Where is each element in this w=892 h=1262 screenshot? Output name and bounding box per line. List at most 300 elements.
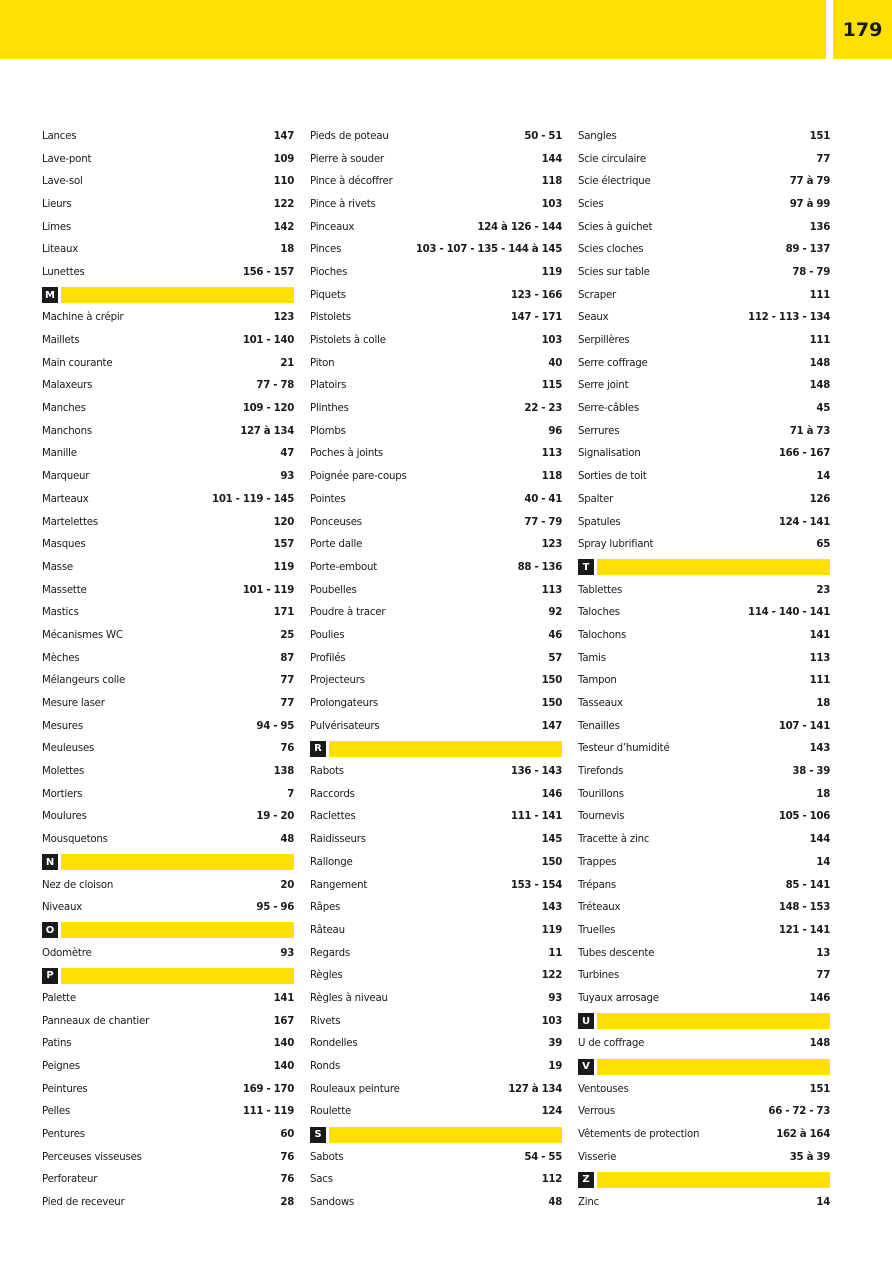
entry-pages: 13	[816, 947, 830, 959]
entry-name: Massette	[42, 584, 87, 596]
entry-name: Pistolets	[310, 312, 351, 324]
letter-badge: S	[310, 1127, 326, 1143]
index-entry	[310, 216, 562, 239]
index-entry	[310, 556, 562, 579]
entry-name: Lave-sol	[42, 176, 83, 188]
entry-pages: 85 - 141	[785, 879, 830, 891]
entry-pages: 114 - 140 - 141	[748, 607, 830, 619]
index-entry	[42, 533, 294, 556]
index-entry	[42, 511, 294, 534]
entry-name: Main courante	[42, 357, 113, 369]
entry-name: Liteaux	[42, 244, 79, 256]
index-entry	[310, 647, 562, 670]
entry-name: Pieds de poteau	[310, 130, 389, 142]
entry-name: Zinc	[578, 1197, 600, 1209]
index-entry	[42, 601, 294, 624]
entry-name: Serre-câbles	[578, 403, 639, 415]
entry-name: Peignes	[42, 1061, 80, 1073]
entry-pages: 150	[541, 856, 562, 868]
entry-name: Scraper	[578, 289, 617, 301]
letter-badge: V	[578, 1059, 594, 1075]
entry-name: Prolongateurs	[310, 698, 379, 710]
entry-name: Moulures	[42, 811, 87, 823]
index-entry	[578, 715, 830, 738]
entry-pages: 145	[541, 834, 562, 846]
entry-name: Trépans	[578, 879, 617, 891]
entry-name: Malaxeurs	[42, 380, 93, 392]
index-entry	[42, 261, 294, 284]
index-entry	[578, 1078, 830, 1101]
letter-bar	[329, 741, 562, 757]
index-entry	[578, 329, 830, 352]
index-entry	[578, 851, 830, 874]
entry-pages: 112 - 113 - 134	[748, 312, 830, 324]
index-entry	[310, 874, 562, 897]
entry-pages: 142	[273, 221, 294, 233]
entry-name: Panneaux de chantier	[42, 1015, 150, 1027]
entry-pages: 28	[280, 1197, 294, 1209]
entry-pages: 19 - 20	[256, 811, 294, 823]
entry-name: Rondelles	[310, 1038, 358, 1050]
index-entry	[310, 670, 562, 693]
entry-name: Poubelles	[310, 584, 357, 596]
entry-name: Mesure laser	[42, 698, 105, 710]
page-number: 179	[833, 0, 892, 59]
entry-name: Perceuses visseuses	[42, 1151, 142, 1163]
index-entry	[578, 919, 830, 942]
index-entry	[578, 307, 830, 330]
entry-name: Mortiers	[42, 788, 83, 800]
entry-name: Scies	[578, 198, 604, 210]
entry-pages: 122	[541, 970, 562, 982]
entry-name: Serre coffrage	[578, 357, 648, 369]
entry-pages: 147	[541, 720, 562, 732]
entry-pages: 11	[548, 947, 562, 959]
entry-pages: 76	[280, 1174, 294, 1186]
entry-pages: 127 à 134	[508, 1083, 562, 1095]
entry-pages: 171	[273, 607, 294, 619]
index-entry	[578, 670, 830, 693]
index-entry	[42, 987, 294, 1010]
entry-pages: 78 - 79	[792, 266, 830, 278]
index-entry	[310, 715, 562, 738]
index-entry	[42, 1101, 294, 1124]
index-entry	[310, 896, 562, 919]
entry-name: Poches à joints	[310, 448, 384, 460]
entry-name: Projecteurs	[310, 675, 365, 687]
index-entry	[42, 579, 294, 602]
entry-name: Patins	[42, 1038, 72, 1050]
letter-header-s	[310, 1123, 562, 1146]
index-entry	[42, 624, 294, 647]
entry-pages: 97 à 99	[789, 198, 830, 210]
entry-pages: 40	[548, 357, 562, 369]
entry-pages: 66 - 72 - 73	[768, 1106, 830, 1118]
index-entry	[578, 465, 830, 488]
entry-name: Poudre à tracer	[310, 607, 386, 619]
entry-name: Ventouses	[578, 1083, 629, 1095]
entry-name: Scies à guichet	[578, 221, 653, 233]
index-entry	[310, 533, 562, 556]
index-entry	[42, 1146, 294, 1169]
entry-pages: 153 - 154	[510, 879, 562, 891]
entry-name: Porte dalle	[310, 539, 363, 551]
index-entry	[42, 329, 294, 352]
index-entry	[42, 125, 294, 148]
entry-pages: 150	[541, 675, 562, 687]
entry-name: Niveaux	[42, 902, 83, 914]
entry-pages: 19	[548, 1061, 562, 1073]
entry-name: Marqueur	[42, 471, 90, 483]
entry-name: Pentures	[42, 1129, 85, 1141]
entry-name: Meuleuses	[42, 743, 95, 755]
entry-pages: 118	[541, 471, 562, 483]
entry-name: Masse	[42, 561, 73, 573]
index-entry	[42, 896, 294, 919]
entry-name: Rabots	[310, 766, 344, 778]
entry-name: Manille	[42, 448, 77, 460]
entry-name: Rangement	[310, 879, 368, 891]
entry-pages: 96	[548, 425, 562, 437]
entry-pages: 120	[273, 516, 294, 528]
entry-name: Scie électrique	[578, 176, 651, 188]
index-entry	[310, 1010, 562, 1033]
entry-pages: 103	[541, 1015, 562, 1027]
entry-name: Tréteaux	[578, 902, 621, 914]
entry-pages: 77	[280, 675, 294, 687]
entry-pages: 167	[273, 1015, 294, 1027]
entry-name: Truelles	[578, 924, 616, 936]
entry-name: Pointes	[310, 493, 346, 505]
index-entry	[578, 216, 830, 239]
letter-header-z	[578, 1169, 830, 1192]
entry-pages: 119	[273, 561, 294, 573]
entry-name: Verrous	[578, 1106, 616, 1118]
index-entry	[310, 579, 562, 602]
index-entry	[42, 715, 294, 738]
entry-pages: 126	[809, 493, 830, 505]
index-entry	[578, 148, 830, 171]
entry-name: Seaux	[578, 312, 609, 324]
entry-name: Lunettes	[42, 266, 85, 278]
entry-name: Ponceuses	[310, 516, 362, 528]
entry-name: Maillets	[42, 335, 80, 347]
entry-pages: 95 - 96	[256, 902, 294, 914]
index-entry	[578, 352, 830, 375]
entry-name: Manchons	[42, 425, 92, 437]
entry-pages: 22 - 23	[524, 403, 562, 415]
index-entry	[42, 1169, 294, 1192]
entry-pages: 101 - 140	[242, 335, 294, 347]
index-entry	[310, 488, 562, 511]
entry-name: Limes	[42, 221, 72, 233]
entry-pages: 169 - 170	[242, 1083, 294, 1095]
entry-pages: 38 - 39	[792, 766, 830, 778]
entry-pages: 138	[273, 766, 294, 778]
entry-name: Vêtements de protection	[578, 1129, 700, 1141]
index-entry	[42, 670, 294, 693]
letter-header-o	[42, 919, 294, 942]
entry-pages: 144	[541, 153, 562, 165]
entry-pages: 148	[809, 357, 830, 369]
entry-name: Sacs	[310, 1174, 333, 1186]
entry-name: Plombs	[310, 425, 346, 437]
index-entry	[42, 307, 294, 330]
index-entry	[42, 806, 294, 829]
index-entry	[42, 692, 294, 715]
index-entry	[42, 465, 294, 488]
letter-badge: Z	[578, 1172, 594, 1188]
entry-name: Pinceaux	[310, 221, 355, 233]
entry-pages: 148	[809, 380, 830, 392]
entry-name: Tracette à zinc	[578, 834, 650, 846]
index-entry	[42, 420, 294, 443]
entry-pages: 45	[816, 403, 830, 415]
entry-pages: 112	[541, 1174, 562, 1186]
entry-name: Masques	[42, 539, 86, 551]
entry-pages: 47	[280, 448, 294, 460]
entry-name: Serre joint	[578, 380, 629, 392]
entry-pages: 111 - 119	[242, 1106, 294, 1118]
entry-pages: 77	[280, 698, 294, 710]
index-entry	[42, 556, 294, 579]
entry-name: Pierre à souder	[310, 153, 384, 165]
entry-pages: 144	[809, 834, 830, 846]
index-entry	[578, 828, 830, 851]
entry-pages: 18	[280, 244, 294, 256]
entry-pages: 93	[280, 471, 294, 483]
entry-name: Tournevis	[578, 811, 625, 823]
entry-pages: 103	[541, 335, 562, 347]
index-entry	[578, 170, 830, 193]
entry-pages: 147	[273, 130, 294, 142]
entry-pages: 60	[280, 1129, 294, 1141]
entry-name: Poulies	[310, 629, 345, 641]
entry-pages: 48	[280, 834, 294, 846]
entry-pages: 25	[280, 629, 294, 641]
index-entry	[310, 828, 562, 851]
index-entry	[42, 1033, 294, 1056]
entry-name: Roulette	[310, 1106, 352, 1118]
entry-name: Scies cloches	[578, 244, 644, 256]
index-entry	[310, 443, 562, 466]
index-entry	[578, 1123, 830, 1146]
entry-name: Peintures	[42, 1083, 88, 1095]
entry-name: Molettes	[42, 766, 85, 778]
entry-pages: 136 - 143	[510, 766, 562, 778]
letter-badge: U	[578, 1013, 594, 1029]
index-entry	[578, 601, 830, 624]
index-entry	[42, 352, 294, 375]
index-entry	[578, 942, 830, 965]
index-entry	[42, 828, 294, 851]
index-entry	[578, 193, 830, 216]
entry-pages: 143	[541, 902, 562, 914]
index-entry	[578, 284, 830, 307]
entry-pages: 103	[541, 198, 562, 210]
index-entry	[578, 987, 830, 1010]
index-entry	[42, 170, 294, 193]
index-entry	[310, 1078, 562, 1101]
index-entry	[578, 511, 830, 534]
entry-name: Martelettes	[42, 516, 98, 528]
entry-name: Testeur d’humidité	[578, 743, 670, 755]
entry-name: Règles à niveau	[310, 992, 388, 1004]
letter-badge: O	[42, 922, 58, 938]
index-entry	[578, 238, 830, 261]
entry-pages: 109 - 120	[242, 403, 294, 415]
entry-pages: 77	[816, 153, 830, 165]
entry-name: U de coffrage	[578, 1038, 645, 1050]
index-entry	[578, 896, 830, 919]
entry-name: Pinces	[310, 244, 342, 256]
entry-name: Pelles	[42, 1106, 71, 1118]
entry-name: Ronds	[310, 1061, 341, 1073]
index-entry	[310, 193, 562, 216]
index-entry	[310, 465, 562, 488]
entry-name: Pied de receveur	[42, 1197, 125, 1209]
index-entry	[578, 760, 830, 783]
entry-name: Serrures	[578, 425, 620, 437]
entry-pages: 150	[541, 698, 562, 710]
entry-name: Tuyaux arrosage	[578, 992, 659, 1004]
entry-name: Scie circulaire	[578, 153, 646, 165]
entry-pages: 20	[280, 879, 294, 891]
entry-name: Mélangeurs colle	[42, 675, 126, 687]
entry-name: Spatules	[578, 516, 621, 528]
entry-pages: 107 - 141	[778, 720, 830, 732]
entry-name: Pulvérisateurs	[310, 720, 380, 732]
entry-name: Talochons	[578, 629, 627, 641]
entry-name: Tampon	[578, 675, 617, 687]
index-entry	[578, 125, 830, 148]
entry-pages: 148	[809, 1038, 830, 1050]
entry-pages: 18	[816, 698, 830, 710]
entry-name: Mousquetons	[42, 834, 108, 846]
entry-name: Regards	[310, 947, 350, 959]
entry-pages: 93	[280, 947, 294, 959]
entry-pages: 111	[809, 289, 830, 301]
index-entry	[578, 261, 830, 284]
index-entry	[310, 125, 562, 148]
entry-name: Platoirs	[310, 380, 347, 392]
index-column-3	[578, 125, 830, 1214]
entry-pages: 151	[809, 130, 830, 142]
entry-pages: 124	[541, 1106, 562, 1118]
entry-pages: 40 - 41	[524, 493, 562, 505]
letter-bar	[597, 1172, 830, 1188]
entry-name: Mastics	[42, 607, 79, 619]
entry-pages: 111 - 141	[510, 811, 562, 823]
index-entry	[578, 420, 830, 443]
entry-name: Tubes descente	[578, 947, 655, 959]
index-entry	[42, 193, 294, 216]
entry-name: Piton	[310, 357, 335, 369]
index-entry	[310, 261, 562, 284]
letter-header-m	[42, 284, 294, 307]
entry-name: Râpes	[310, 902, 341, 914]
entry-name: Spalter	[578, 493, 614, 505]
entry-pages: 111	[809, 335, 830, 347]
entry-pages: 94 - 95	[256, 720, 294, 732]
entry-name: Poignée pare-coups	[310, 471, 407, 483]
index-entry	[578, 579, 830, 602]
index-entry	[42, 216, 294, 239]
entry-pages: 23	[816, 584, 830, 596]
entry-pages: 103 - 107 - 135 - 144 à 145	[415, 244, 562, 256]
entry-name: Tamis	[578, 652, 606, 664]
entry-pages: 124 - 141	[778, 516, 830, 528]
entry-pages: 146	[809, 992, 830, 1004]
index-entry	[310, 692, 562, 715]
entry-name: Scies sur table	[578, 266, 650, 278]
entry-name: Pince à décoffrer	[310, 176, 393, 188]
entry-pages: 147 - 171	[510, 312, 562, 324]
entry-name: Raidisseurs	[310, 834, 366, 846]
entry-name: Turbines	[578, 970, 620, 982]
index-entry	[578, 692, 830, 715]
entry-name: Pioches	[310, 266, 348, 278]
entry-pages: 18	[816, 788, 830, 800]
index-entry	[578, 1146, 830, 1169]
entry-pages: 140	[273, 1038, 294, 1050]
entry-name: Tasseaux	[578, 698, 623, 710]
index-entry	[42, 738, 294, 761]
entry-pages: 146	[541, 788, 562, 800]
index-entry	[310, 420, 562, 443]
letter-bar	[61, 922, 294, 938]
entry-pages: 119	[541, 266, 562, 278]
index-entry	[310, 148, 562, 171]
entry-name: Mèches	[42, 652, 80, 664]
index-entry	[310, 511, 562, 534]
index-entry	[310, 375, 562, 398]
entry-pages: 119	[541, 924, 562, 936]
entry-pages: 113	[541, 448, 562, 460]
entry-pages: 105 - 106	[778, 811, 830, 823]
letter-header-t	[578, 556, 830, 579]
letter-bar	[61, 287, 294, 303]
index-column-2	[310, 125, 562, 1214]
entry-name: Tourillons	[578, 788, 624, 800]
index-entry	[310, 307, 562, 330]
entry-name: Odomètre	[42, 947, 92, 959]
letter-badge: M	[42, 287, 58, 303]
index-entry	[310, 964, 562, 987]
index-entry	[310, 783, 562, 806]
index-entry	[42, 1010, 294, 1033]
entry-pages: 35 à 39	[789, 1151, 830, 1163]
letter-badge: R	[310, 741, 326, 757]
entry-name: Piquets	[310, 289, 346, 301]
index-entry	[578, 624, 830, 647]
letter-badge: N	[42, 854, 58, 870]
entry-pages: 143	[809, 743, 830, 755]
entry-name: Pince à rivets	[310, 198, 376, 210]
entry-pages: 121 - 141	[778, 924, 830, 936]
entry-pages: 111	[809, 675, 830, 687]
entry-name: Machine à crépir	[42, 312, 124, 324]
entry-name: Marteaux	[42, 493, 89, 505]
index-entry	[42, 760, 294, 783]
entry-name: Lieurs	[42, 198, 72, 210]
entry-pages: 136	[809, 221, 830, 233]
entry-pages: 113	[809, 652, 830, 664]
letter-header-v	[578, 1055, 830, 1078]
entry-name: Pistolets à colle	[310, 335, 386, 347]
entry-pages: 156 - 157	[242, 266, 294, 278]
letter-bar	[61, 854, 294, 870]
